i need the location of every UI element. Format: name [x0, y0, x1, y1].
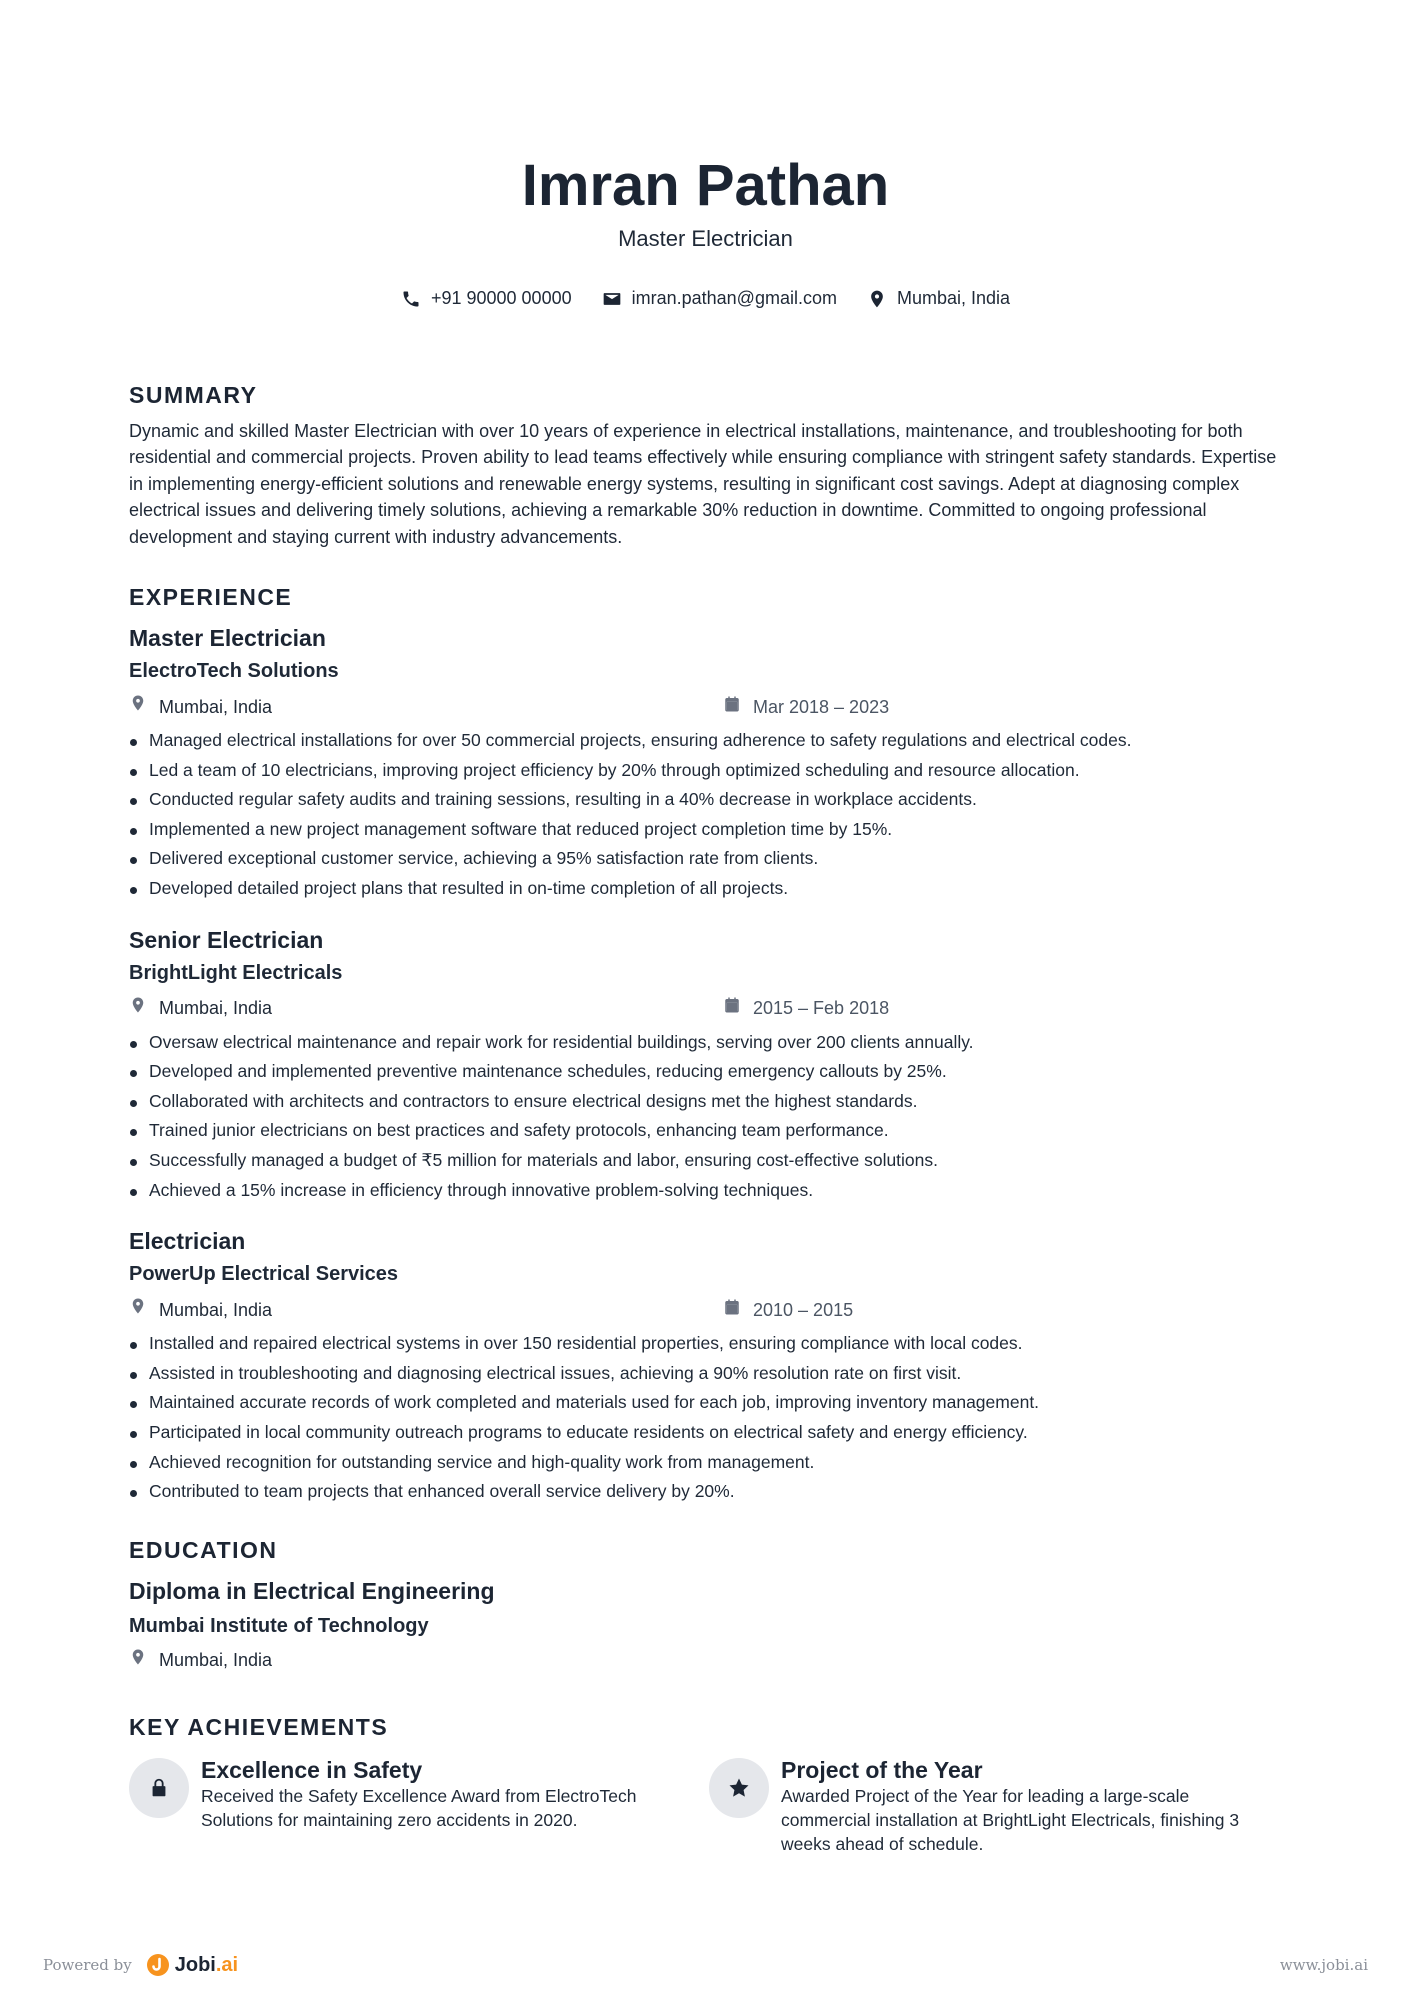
list-item: Delivered exceptional customer service, achieving a 95% satisfaction rate from clients.: [129, 844, 1289, 874]
job-meta: [129, 693, 1289, 720]
mail-icon: [602, 289, 622, 309]
section-title-summary: SUMMARY: [129, 382, 258, 408]
achievement-description: Awarded Project of the Year for leading a large-scale commercial installation at BrightLight Electricals, finishing 3 weeks ahead of schedule.: [781, 1785, 1240, 1854]
contact-email: [602, 288, 837, 309]
list-item: Successfully managed a budget of ₹5 million for materials and labor, ensuring cost-effective solutions.: [129, 1146, 1289, 1176]
location-text: Mumbai, India: [896, 288, 1011, 308]
list-item: Participated in local community outreach programs to educate residents on electrical safety and energy efficiency.: [129, 1418, 1289, 1448]
education-meta: [129, 1647, 1289, 1674]
job-title: Senior Electrician: [129, 926, 324, 953]
job-location: [129, 995, 723, 1022]
job-dates: [723, 995, 889, 1021]
education-section: [129, 1535, 1289, 1674]
phone-text: +91 90000 00000: [430, 288, 572, 308]
job-company: ElectroTech Solutions: [129, 660, 339, 683]
powered-by: [43, 1953, 238, 1977]
achievement-item: [129, 1756, 709, 1856]
location-pin-icon: [129, 1296, 147, 1323]
job-meta: [129, 995, 1289, 1022]
education-school: Mumbai Institute of Technology: [129, 1614, 429, 1637]
resume-header: [0, 150, 1411, 254]
list-item: Managed electrical installations for over 50 commercial projects, ensuring adherence to safety regulations and electrical codes.: [129, 726, 1289, 756]
job-bullets: [129, 1028, 1289, 1206]
powered-by-label: Powered by: [43, 1956, 132, 1974]
location-pin-icon: [867, 289, 887, 309]
achievement-body: [781, 1756, 1261, 1856]
contact-phone: [401, 288, 572, 309]
list-item: Trained junior electricians on best practices and safety protocols, enhancing team performance.: [129, 1116, 1289, 1146]
job-dates-text: 2015 – Feb 2018: [753, 998, 890, 1019]
experience-section: [129, 582, 1289, 1507]
list-item: Developed and implemented preventive maintenance schedules, reducing emergency callouts by 25%.: [129, 1057, 1289, 1087]
site-link[interactable]: www.jobi.ai: [1279, 1956, 1368, 1974]
section-title-achievements: KEY ACHIEVEMENTS: [129, 1713, 389, 1740]
candidate-role: Master Electrician: [618, 226, 793, 251]
achievement-body: [201, 1756, 681, 1856]
list-item: Developed detailed project plans that resulted in on-time completion of all projects.: [129, 874, 1289, 904]
list-item: Oversaw electrical maintenance and repair work for residential buildings, serving over 200 clients annually.: [129, 1028, 1289, 1058]
calendar-icon: [723, 694, 741, 720]
email-text: imran.pathan@gmail.com: [631, 288, 837, 308]
summary-section: [129, 380, 1289, 550]
job-company: BrightLight Electricals: [129, 961, 343, 984]
calendar-icon: [723, 995, 741, 1021]
location-pin-icon: [129, 1647, 147, 1674]
star-icon: [709, 1758, 769, 1818]
phone-icon: [401, 289, 421, 309]
list-item: Implemented a new project management software that reduced project completion time by 15%.: [129, 815, 1289, 845]
brand-suffix: .ai: [215, 1953, 239, 1976]
job-location-text: Mumbai, India: [159, 1299, 273, 1320]
brand-logo[interactable]: [146, 1953, 238, 1977]
resume-body: [129, 380, 1289, 1856]
achievement-item: [709, 1756, 1289, 1856]
achievements-section: [129, 1712, 1289, 1856]
job-location-text: Mumbai, India: [159, 696, 273, 717]
location-pin-icon: [129, 693, 147, 720]
job-title: Master Electrician: [129, 625, 326, 652]
job-location-text: Mumbai, India: [159, 998, 273, 1019]
job-location: [129, 1296, 723, 1323]
list-item: Installed and repaired electrical systems in over 150 residential properties, ensuring compliance with local codes.: [129, 1329, 1289, 1359]
job-meta: [129, 1296, 1289, 1323]
contact-location: [867, 288, 1010, 309]
experience-item: [129, 1225, 1289, 1507]
job-title: Electrician: [129, 1228, 246, 1255]
achievement-title: Excellence in Safety: [201, 1756, 423, 1783]
list-item: Conducted regular safety audits and training sessions, resulting in a 40% decrease in workplace accidents.: [129, 785, 1289, 815]
job-bullets: [129, 726, 1289, 904]
list-item: Contributed to team projects that enhanced overall service delivery by 20%.: [129, 1477, 1289, 1507]
jobi-logo-icon: [146, 1953, 170, 1977]
job-company: PowerUp Electrical Services: [129, 1263, 399, 1286]
job-location: [129, 693, 723, 720]
list-item: Achieved recognition for outstanding service and high-quality work from management.: [129, 1448, 1289, 1478]
experience-item: [129, 924, 1289, 1206]
job-dates-text: 2010 – 2015: [753, 1299, 854, 1320]
list-item: Assisted in troubleshooting and diagnosing electrical issues, achieving a 90% resolution rate on first visit.: [129, 1359, 1289, 1389]
education-location-text: Mumbai, India: [159, 1650, 273, 1671]
location-pin-icon: [129, 995, 147, 1022]
list-item: Collaborated with architects and contractors to ensure electrical designs met the highest standards.: [129, 1087, 1289, 1117]
lock-icon: [129, 1758, 189, 1818]
education-location: [129, 1647, 723, 1674]
list-item: Achieved a 15% increase in efficiency through innovative problem-solving techniques.: [129, 1176, 1289, 1206]
section-title-education: EDUCATION: [129, 1536, 278, 1563]
brand-name: Jobi: [174, 1953, 216, 1976]
candidate-name: Imran Pathan: [521, 153, 890, 218]
contact-bar: [0, 288, 1411, 309]
experience-item: [129, 622, 1289, 904]
list-item: Led a team of 10 electricians, improving project efficiency by 20% through optimized scheduling and resource allocation.: [129, 756, 1289, 786]
page-footer: [43, 1950, 1368, 1980]
achievement-title: Project of the Year: [781, 1756, 983, 1783]
summary-text: Dynamic and skilled Master Electrician with over 10 years of experience in electrical installations, maintenance, and troubleshooting for both residential and commercial projects. Proven ability to lead teams effectively while ensuring compliance with stringent safety standards. Expertise in implementing energy-efficient solutions and renewable energy systems, resulting in significant cost savings. Adept at diagnosing complex electrical issues and delivering timely solutions, achieving a remarkable 30% reduction in downtime. Committed to ongoing professional development and staying current with industry advancements.: [129, 421, 1277, 547]
achievement-description: Received the Safety Excellence Award from ElectroTech Solutions for maintaining zero accidents in 2020.: [201, 1785, 637, 1830]
education-degree: Diploma in Electrical Engineering: [129, 1577, 495, 1604]
job-dates: [723, 694, 889, 720]
job-dates: [723, 1297, 853, 1323]
job-dates-text: Mar 2018 – 2023: [753, 696, 890, 717]
achievements-row: [129, 1756, 1289, 1856]
job-bullets: [129, 1329, 1289, 1507]
section-title-experience: EXPERIENCE: [129, 584, 293, 611]
calendar-icon: [723, 1297, 741, 1323]
list-item: Maintained accurate records of work completed and materials used for each job, improving inventory management.: [129, 1388, 1289, 1418]
